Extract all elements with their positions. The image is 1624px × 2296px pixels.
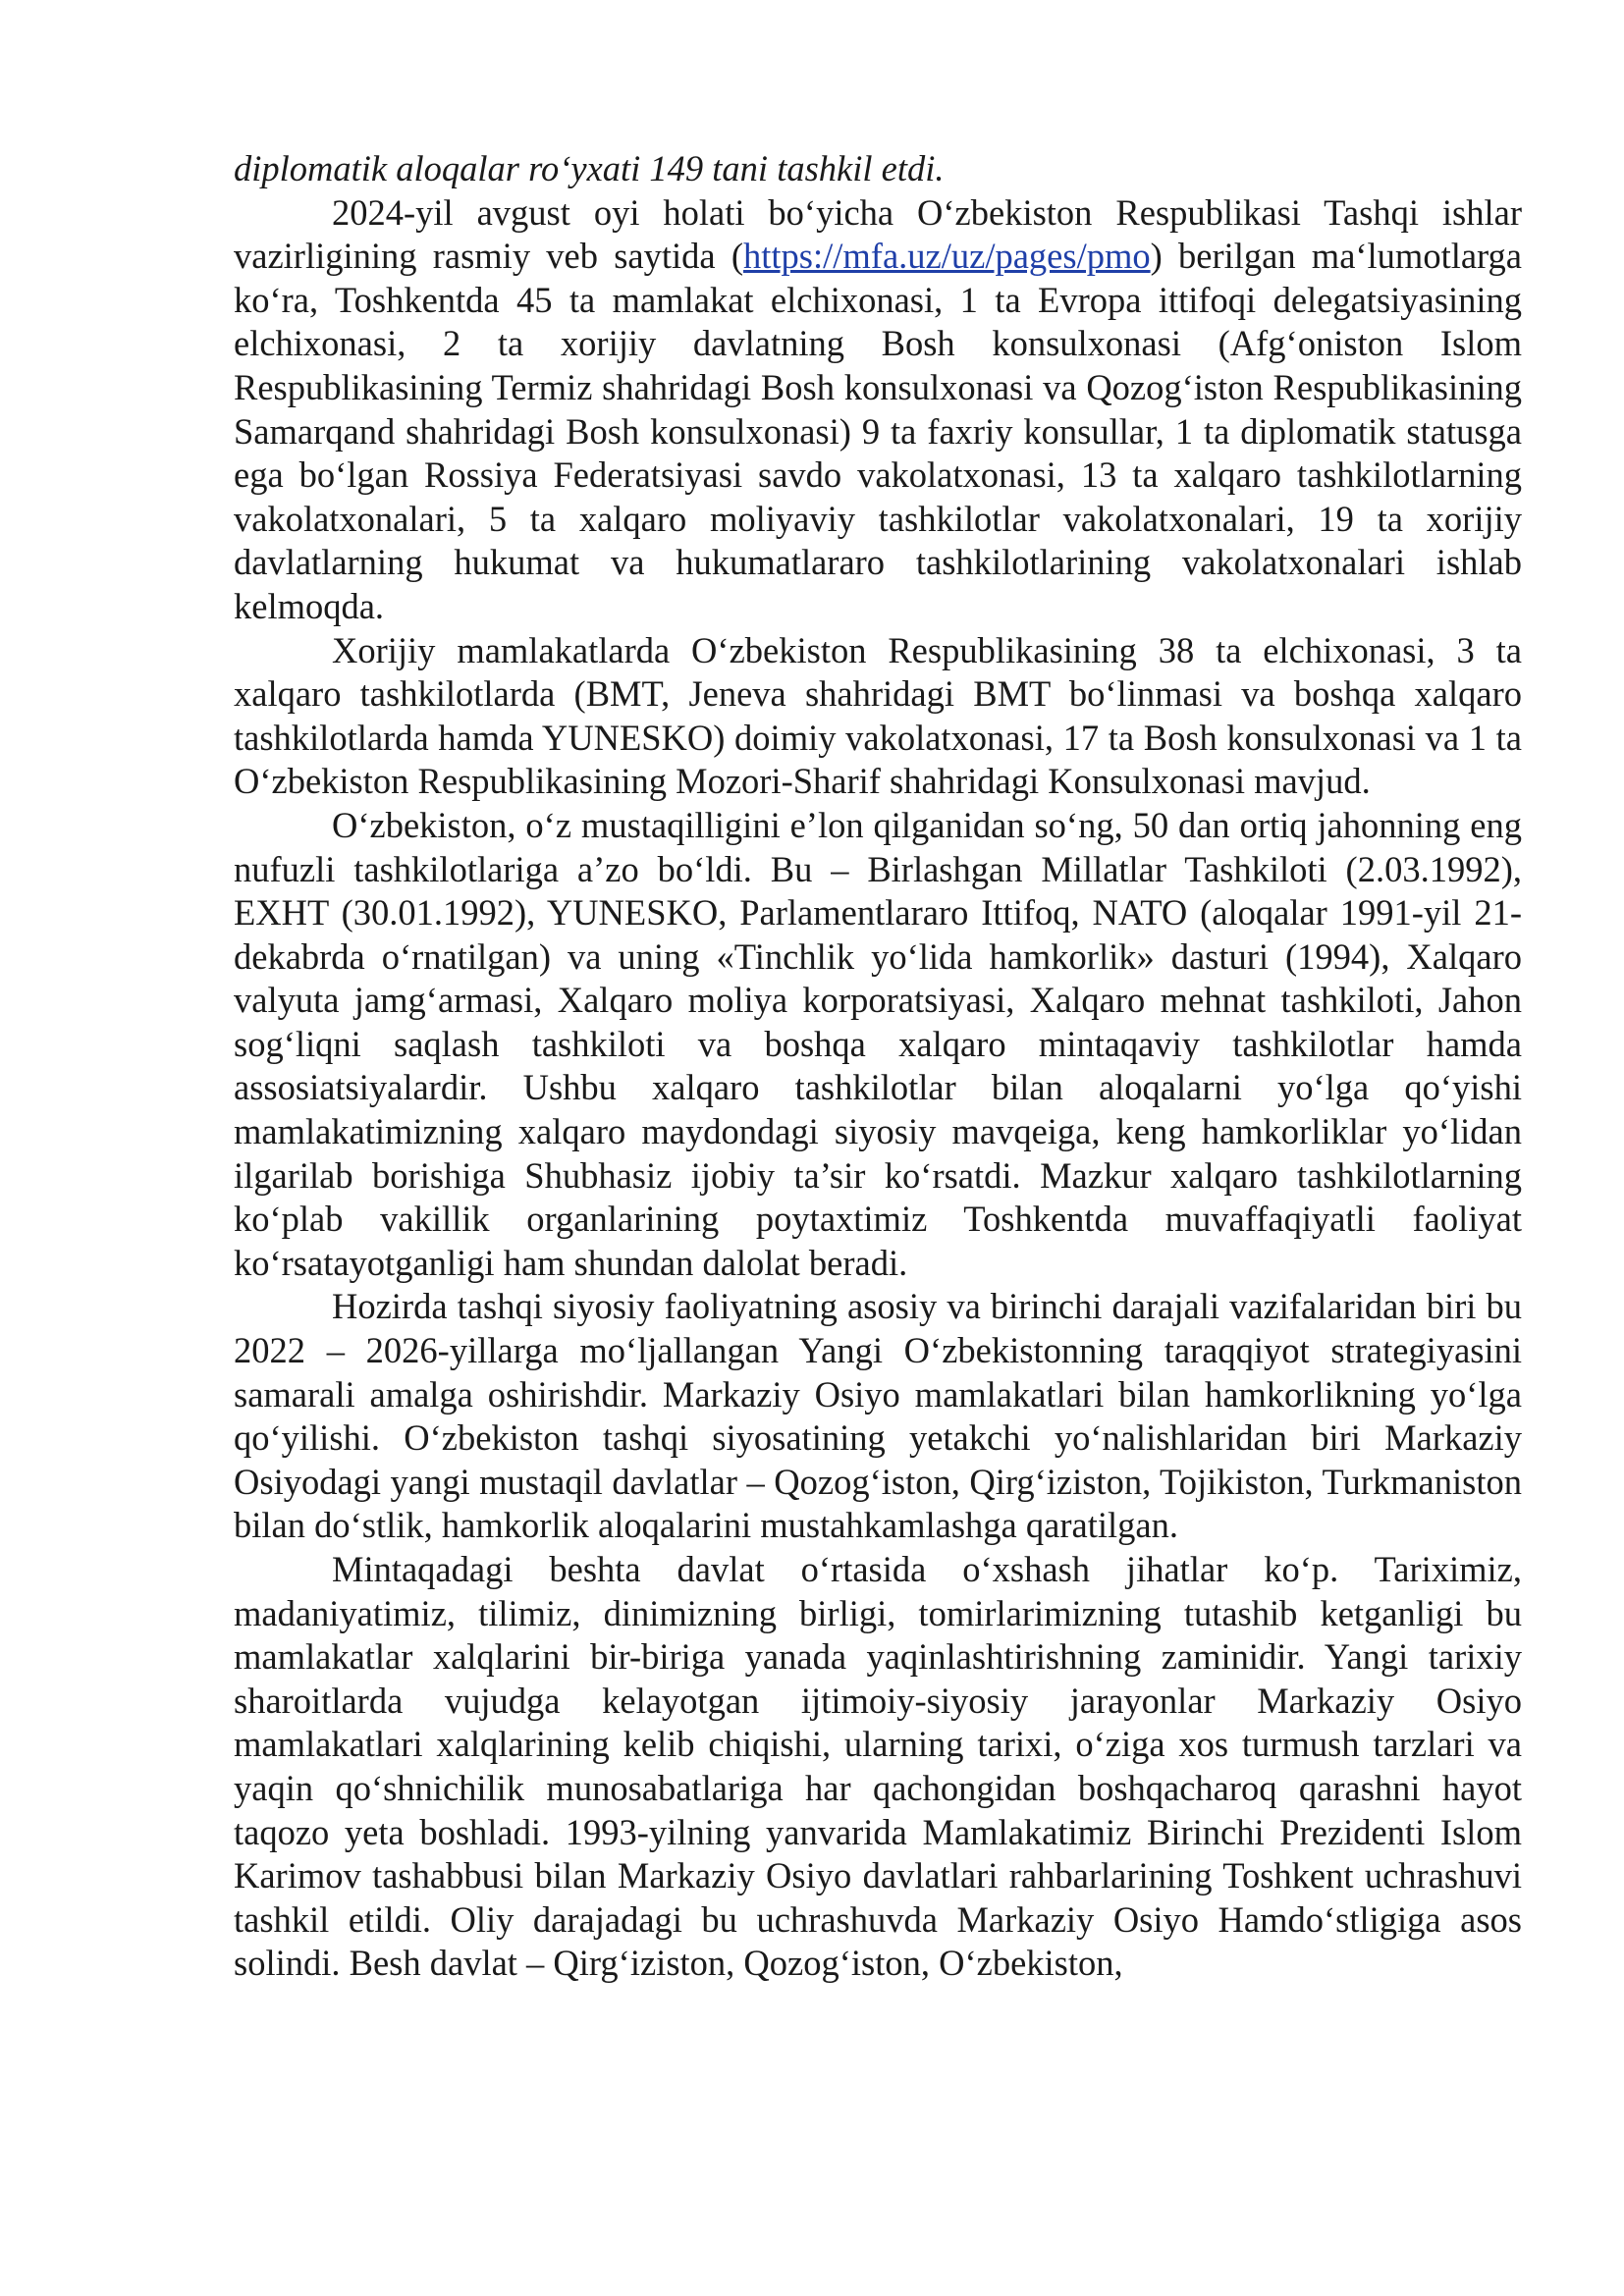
- paragraph-mfa-text-after: ) berilgan maʻlumotlarga koʻra, Toshkentda 45 ta mamlakat elchixonasi, 1 ta Evropa ittifoqi delegatsiyasining elchixonasi, 2 ta xorijiy davlatning Bosh konsulxonasi (Afgʻoniston Islom Respublikasining Termiz shahridagi Bosh konsulxonasi va Qozogʻiston Respublikasining Samarqand shahridagi Bosh konsulxonasi) 9 ta faxriy konsullar, 1 ta diplomatik statusga ega boʻlgan Rossiya Federatsiyasi savdo vakolatxonasi, 13 ta xalqaro tashkilotlarning vakolatxonalari, 5 ta xalqaro moliyaviy tashkilotlar vakolatxonalari, 19 ta xorijiy davlatlarning hukumat va hukumatlararo tashkilotlarining vakolatxonalari ishlab kelmoqda.: [234, 236, 1523, 626]
- paragraph-international-organizations: Oʻzbekiston, oʻz mustaqilligini e’lon qilganidan soʻng, 50 dan ortiq jahonning eng nufuzli tashkilotlariga a’zo boʻldi. Bu – Birlashgan Millatlar Tashkiloti (2.03.1992), EXHT (30.01.1992), YUNESKO, Parlamentlararo Ittifoq, NATO (aloqalar 1991-yil 21-dekabrda oʻrnatilgan) va uning «Tinchlik yoʻlida hamkorlik» dasturi (1994), Xalqaro valyuta jamgʻarmasi, Xalqaro moliya korporatsiyasi, Xalqaro mehnat tashkiloti, Jahon sogʻliqni saqlash tashkiloti va boshqa xalqaro mintaqaviy tashkilotlar hamda assosiatsiyalardir. Ushbu xalqaro tashkilotlar bilan aloqalarni yoʻlga qoʻyishi mamlakatimizning xalqaro maydondagi siyosiy mavqeiga, keng hamkorliklar yoʻlidan ilgarilab borishiga Shubhasiz ijobiy ta’sir koʻrsatdi. Mazkur xalqaro tashkilotlarning koʻplab vakillik organlarining poytaxtimiz Toshkentda muvaffaqiyatli faoliyat koʻrsatayotganligi ham shundan dalolat beradi.: [234, 804, 1522, 1283]
- mfa-website-link[interactable]: https://mfa.uz/uz/pages/pmo: [743, 236, 1151, 277]
- paragraph-mfa-statistics: [234, 191, 1522, 629]
- paragraph-foreign-policy-priorities: Hozirda tashqi siyosiy faoliyatning asosiy va birinchi darajali vazifalaridan biri bu 2022 – 2026-yillarga moʻljallangan Yangi Oʻzbekistonning taraqqiyot strategiyasini samarali amalga oshirishdir. Markaziy Osiyo mamlakatlari bilan hamkorlikning yoʻlga qoʻyilishi. Oʻzbekiston tashqi siyosatining yetakchi yoʻnalishlaridan biri Markaziy Osiyodagi yangi mustaqil davlatlar – Qozogʻiston, Qirgʻiziston, Tojikiston, Turkmaniston bilan doʻstlik, hamkorlik aloqalarini mustahkamlashga qaratilgan.: [234, 1286, 1522, 1546]
- paragraph-foreign-missions: Xorijiy mamlakatlarda Oʻzbekiston Respublikasining 38 ta elchixonasi, 3 ta xalqaro tashkilotlarda (BMT, Jeneva shahridagi BMT boʻlinmasi va boshqa xalqaro tashkilotlarda hamda YUNESKO) doimiy vakolatxonasi, 17 ta Bosh konsulxonasi va 1 ta Oʻzbekiston Respublikasining Mozori-Sharif shahridagi Konsulxonasi mavjud.: [234, 629, 1522, 802]
- paragraph-mfa-text-before: 2024-yil avgust oyi holati boʻyicha Oʻzbekiston Respublikasi Tashqi ishlar vazirligining rasmiy veb saytida (: [234, 191, 1522, 277]
- document-page: [234, 147, 1522, 1986]
- paragraph-central-asia: Mintaqadagi beshta davlat oʻrtasida oʻxshash jihatlar koʻp. Tariximiz, madaniyatimiz, tilimiz, dinimizning birligi, tomirlarimizning tutashib ketganligi bu mamlakatlar xalqlarini bir-biriga yanada yaqinlashtirishning zaminidir. Yangi tarixiy sharoitlarda vujudga kelayotgan ijtimoiy-siyosiy jarayonlar Markaziy Osiyo mamlakatlari xalqlarining kelib chiqishi, ularning tarixi, oʻziga xos turmush tarzlari va yaqin qoʻshnichilik munosabatlariga har qachongidan boshqacharoq qarashni hayot taqozo yeta boshladi. 1993-yilning yanvarida Mamlakatimiz Birinchi Prezidenti Islom Karimov tashabbusi bilan Markaziy Osiyo davlatlari rahbarlarining Toshkent uchrashuvi tashkil etildi. Oliy darajadagi bu uchrashuvda Markaziy Osiyo Hamdoʻstligiga asos solindi. Besh davlat – Qirgʻiziston, Qozogʻiston, Oʻzbekiston,: [234, 1549, 1522, 1984]
- paragraph-intro: diplomatik aloqalar roʻyxati 149 tani tashkil etdi.: [234, 148, 945, 188]
